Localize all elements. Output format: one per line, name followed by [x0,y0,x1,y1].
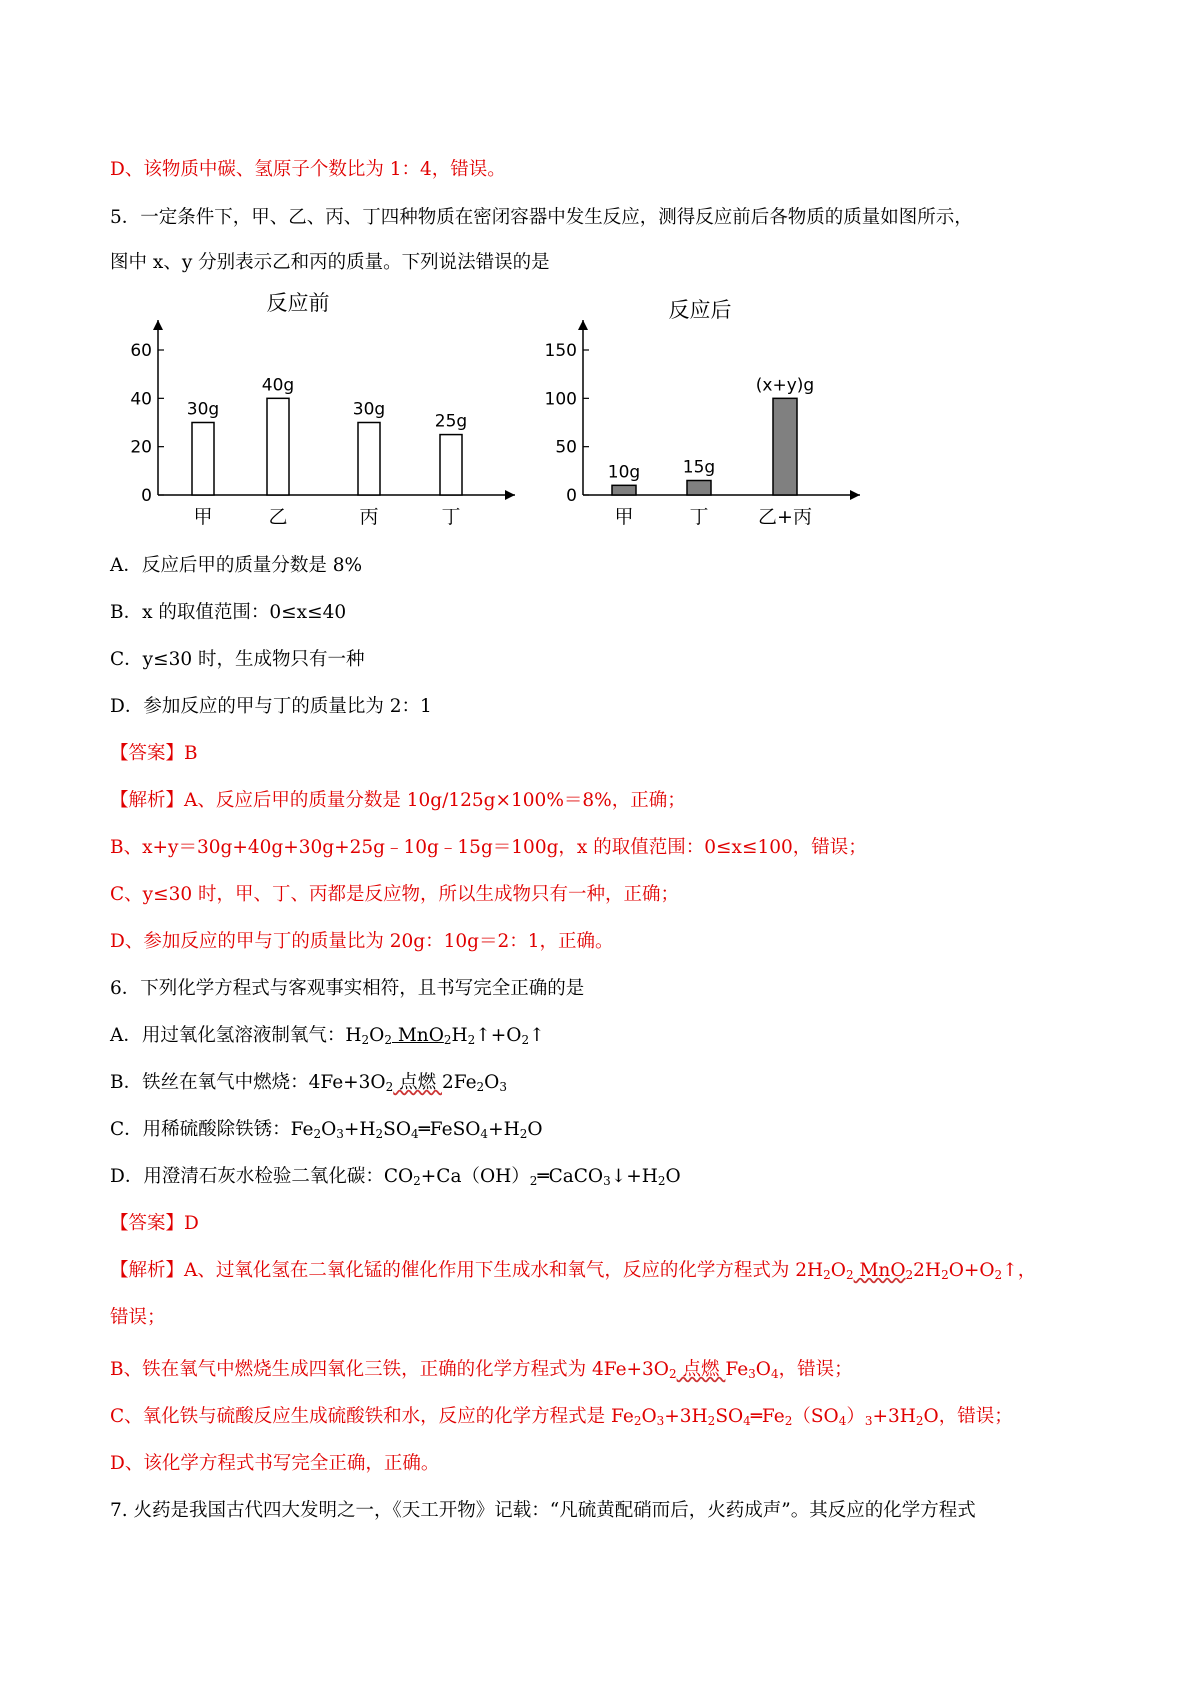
y-axis-arrow [153,320,163,330]
bar [440,435,462,495]
data-label: 30g [186,399,220,420]
category-label: 丙 [359,506,379,528]
data-label: 30g [352,399,386,420]
chart-after-reaction [540,290,870,535]
chart-title: 反应后 [668,298,732,322]
bar [687,481,711,496]
category-label: 甲 [193,506,213,528]
explanation-6a-cont: 错误； [110,1307,166,1328]
chart-title: 反应前 [266,291,330,315]
y-axis-arrow [578,320,588,330]
question-6-stem: 6．下列化学方程式与客观事实相符，且书写完全正确的是 [110,978,585,999]
option-6b: B．铁丝在氧气中燃烧：$4Fe+3O_2$ 点燃 $2Fe_2O_3$ [110,1072,507,1094]
y-tick-label: 40 [130,389,152,410]
explanation-6d: D、该化学方程式书写完全正确，正确。 [110,1453,440,1474]
category-label: 甲 [614,506,634,528]
option-5a: A．反应后甲的质量分数是 8% [110,555,363,576]
explanation-5d: D、参加反应的甲与丁的质量比为 20g：10g＝2：1，正确。 [110,931,614,952]
x-axis-arrow [505,490,515,500]
answer-6: 【答案】D [110,1213,199,1234]
category-label: 丁 [689,506,709,528]
y-tick-label: 20 [130,437,152,458]
data-label: (x+y)g [755,375,815,396]
question-7-stem: 7. 火药是我国古代四大发明之一，《天工开物》记载：“凡硫黄配硝而后，火药成声”。其反应的化学方程式 [110,1500,976,1521]
bar [192,423,214,496]
option-6c: C．用稀硫酸除铁锈：$Fe_2O_3+H_2SO_4═FeSO_4+H_2O$ [110,1119,543,1141]
y-tick-label: 0 [141,486,152,506]
question-5-stem: 5．一定条件下，甲、乙、丙、丁四种物质在密闭容器中发生反应，测得反应前后各物质的质量如图所示， [110,207,973,228]
explanation-line: D、该物质中碳、氢原子个数比为 1：4，错误。 [110,159,506,180]
y-tick-label: 50 [555,437,577,458]
explanation-5c: C、y≤30 时，甲、丁、丙都是反应物，所以生成物只有一种，正确； [110,884,680,905]
question-5-stem-cont: 图中 x、y 分别表示乙和丙的质量。下列说法错误的是 [110,252,550,273]
y-tick-label: 0 [566,486,577,506]
option-6a: A．用过氧化氢溶液制氧气：$H_2O_2$ $MnO_2H_2↑+O_2↑$ [110,1025,545,1047]
chart-before-reaction [110,290,530,535]
category-label: 乙+丙 [758,506,812,528]
explanation-6b: B、铁在氧气中燃烧生成四氧化三铁，正确的化学方程式为 $4Fe+3O_2$ 点燃 $Fe_3O_4$，错误； [110,1359,853,1381]
y-tick-label: 100 [544,389,577,410]
option-5b: B．x 的取值范围：0≤x≤40 [110,602,347,623]
explanation-6c: C、氧化铁与硫酸反应生成硫酸铁和水，反应的化学方程式是 $Fe_2O_3+3H_2SO_4═Fe_2(SO_4)_3+3H_2O$，错误； [110,1406,1013,1428]
option-5c: C．y≤30 时，生成物只有一种 [110,649,365,670]
explanation-5b: B、x+y＝30g+40g+30g+25g﹣10g﹣15g＝100g，x 的取值范围：0≤x≤100，错误； [110,837,867,858]
data-label: 10g [607,462,641,483]
bar [358,423,380,496]
category-label: 丁 [441,506,461,528]
category-label: 乙 [268,506,288,528]
data-label: 40g [261,375,295,396]
option-6d: D．用澄清石灰水检验二氧化碳：$CO_2+Ca(OH)_2═CaCO_3↓+H_2O$ [110,1166,681,1188]
data-label: 25g [434,411,468,432]
bar [612,485,636,495]
option-5d: D．参加反应的甲与丁的质量比为 2：1 [110,696,432,717]
y-tick-label: 150 [544,341,577,361]
data-label: 15g [682,457,716,478]
answer-5: 【答案】B [110,743,198,764]
bar [267,398,289,495]
explanation-5a: 【解析】A、反应后甲的质量分数是 10g/125g×100%＝8%，正确； [110,790,686,811]
x-axis-arrow [850,490,860,500]
y-tick-label: 60 [130,341,152,361]
bar [773,398,797,495]
explanation-6a: 【解析】A、过氧化氢在二氧化锰的催化作用下生成水和氧气，反应的化学方程式为 $2H_2O_2$ $MnO_22H_2O+O_2↑$， [110,1260,1037,1282]
